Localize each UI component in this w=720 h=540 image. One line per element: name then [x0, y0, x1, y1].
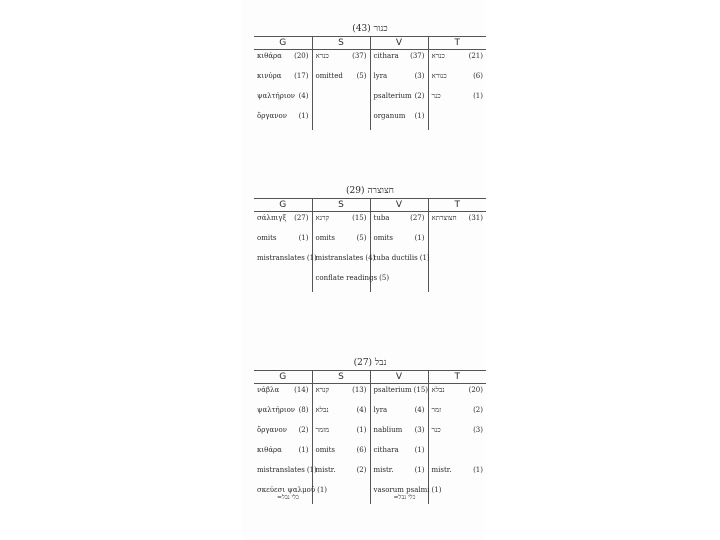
table-cell	[254, 484, 328, 504]
table-row	[254, 424, 486, 444]
table-cell	[428, 424, 486, 444]
cell-count: (5)	[356, 234, 367, 242]
cell-count: (1)	[414, 466, 425, 474]
table-cell	[254, 212, 312, 233]
cell-count: (1)	[356, 426, 367, 434]
cell-term: ὄργανον	[257, 112, 287, 120]
table-cell	[254, 404, 312, 424]
table-cell	[428, 464, 486, 484]
cell-count: (5)	[356, 72, 367, 80]
cell-count: (27)	[294, 214, 309, 222]
table-cell	[370, 90, 428, 110]
table-cell	[312, 50, 370, 71]
cell-count: (13)	[352, 386, 367, 394]
table-cell	[428, 404, 486, 424]
column-header: T	[428, 37, 486, 50]
table-row	[254, 232, 486, 252]
table-cell	[312, 252, 376, 272]
cell-term: mistr.	[431, 466, 452, 474]
cell-count: (8)	[298, 406, 309, 414]
cell-term: מזמר	[315, 426, 330, 434]
cell-count: (1)	[414, 112, 425, 120]
table-cell	[428, 444, 486, 464]
table-cell	[254, 464, 317, 484]
cell-term: קנרא	[315, 386, 330, 394]
cell-count: (4)	[298, 92, 309, 100]
table-cell	[312, 444, 370, 464]
column-header: T	[428, 371, 486, 384]
table-cell	[370, 404, 428, 424]
cell-count: (3)	[473, 426, 483, 434]
table-cell	[254, 252, 317, 272]
cell-count: (21)	[468, 52, 483, 60]
table-row	[254, 90, 486, 110]
table-row	[254, 212, 486, 233]
cell-count: (1)	[306, 466, 317, 474]
cell-count: (3)	[414, 426, 425, 434]
cell-term: כנורא	[431, 72, 447, 80]
cell-count: (1)	[414, 446, 425, 454]
table-cell	[370, 424, 428, 444]
table-cell	[428, 232, 486, 252]
cell-count: (6)	[473, 72, 483, 80]
cell-count: (31)	[468, 214, 483, 222]
table-cell	[312, 272, 390, 292]
cell-count: (1)	[473, 466, 483, 474]
cell-count: (1)	[431, 486, 442, 494]
table-title: כנור (43)	[352, 24, 388, 34]
cell-count: (15)	[352, 214, 367, 222]
cell-term: lyra	[373, 406, 388, 414]
cell-term: כנרא	[431, 52, 445, 60]
cell-term: cithara	[373, 446, 399, 454]
column-header: G	[254, 371, 312, 384]
table-nevel	[254, 356, 486, 504]
cell-count: (15)	[413, 386, 429, 394]
cell-term: ὄργανον	[257, 426, 287, 434]
cell-term: mistr.	[373, 466, 394, 474]
table-cell	[254, 384, 312, 405]
column-header: V	[370, 37, 428, 50]
table-row	[254, 464, 486, 484]
cell-term: כנר	[431, 426, 441, 434]
table-row	[254, 110, 486, 130]
table-cell	[312, 384, 370, 405]
cell-count: (6)	[356, 446, 367, 454]
table-kinnor	[254, 22, 486, 130]
table-cell	[312, 232, 370, 252]
table-cell	[428, 212, 486, 233]
cell-term: קרנא	[315, 214, 330, 222]
table-cell	[312, 424, 370, 444]
cell-count: (37)	[410, 52, 425, 60]
cell-term: cithara	[373, 52, 399, 60]
table-cell	[370, 484, 442, 504]
table-cell	[370, 110, 428, 130]
cell-term: conflate readings	[315, 274, 378, 282]
cell-count: (4)	[414, 406, 425, 414]
cell-term: mistranslates	[257, 466, 305, 474]
table-cell	[254, 272, 312, 292]
cell-term: ψαλτήριον	[257, 92, 296, 100]
cell-count: (1)	[419, 254, 430, 262]
cell-count: (3)	[414, 72, 425, 80]
cell-count: (20)	[468, 386, 483, 394]
table-cell	[370, 70, 428, 90]
cell-count: (27)	[410, 214, 425, 222]
cell-count: (1)	[298, 234, 309, 242]
table-row	[254, 252, 486, 272]
cell-term: κινύρα	[257, 72, 282, 80]
cell-term: organum	[373, 112, 406, 120]
cell-count: (2)	[414, 92, 425, 100]
column-header: S	[312, 199, 370, 212]
cell-term: σάλπιγξ	[257, 214, 287, 222]
table-row	[254, 484, 486, 504]
cell-count: (1)	[414, 234, 425, 242]
cell-term: חצוצרתא	[431, 214, 457, 222]
table-cell	[312, 404, 370, 424]
table-cell	[428, 252, 486, 272]
table-row	[254, 384, 486, 405]
table-cell	[312, 212, 370, 233]
cell-count: (1)	[317, 486, 328, 494]
table-cell	[254, 110, 312, 130]
table-row	[254, 50, 486, 71]
cell-count: (20)	[294, 52, 309, 60]
table-title: חצוצרה (29)	[346, 186, 394, 196]
column-header: G	[254, 37, 312, 50]
table-cell	[370, 444, 428, 464]
cell-term: omitted	[315, 72, 343, 80]
table-cell	[428, 70, 486, 90]
cell-count: (2)	[298, 426, 309, 434]
cell-note: =כלי נבל	[277, 494, 299, 501]
cell-term: נבלא	[431, 386, 445, 394]
cell-count: (14)	[294, 386, 309, 394]
column-header: V	[370, 371, 428, 384]
cell-term: κιθάρα	[257, 446, 282, 454]
table-cell	[312, 70, 370, 90]
cell-term: psalterium	[373, 92, 412, 100]
table-row	[254, 70, 486, 90]
table-cell	[254, 70, 312, 90]
table-cell	[254, 424, 312, 444]
cell-term: omits	[315, 234, 335, 242]
comparison-table	[254, 36, 486, 130]
cell-term: ψαλτήριον	[257, 406, 296, 414]
comparison-table	[254, 370, 486, 504]
column-header: G	[254, 199, 312, 212]
cell-term: tuba	[373, 214, 390, 222]
table-cell	[254, 232, 312, 252]
cell-term: νάβλα	[257, 386, 280, 394]
cell-term: nablium	[373, 426, 403, 434]
cell-term: mistranslates	[315, 254, 364, 262]
cell-count: (5)	[379, 274, 390, 282]
cell-count: (1)	[306, 254, 317, 262]
table-title: נבל (27)	[353, 358, 387, 368]
table-cell	[254, 50, 312, 71]
table-cell	[428, 50, 486, 71]
cell-term: mistr.	[315, 466, 336, 474]
cell-count: (4)	[365, 254, 376, 262]
cell-count: (1)	[298, 446, 309, 454]
table-hatsotsrah	[254, 184, 486, 292]
table-cell	[312, 110, 370, 130]
cell-term: mistranslates	[257, 254, 305, 262]
cell-count: (1)	[298, 112, 309, 120]
cell-term: κιθάρα	[257, 52, 282, 60]
cell-term: נבלא	[315, 406, 329, 414]
table-cell	[370, 252, 428, 272]
table-cell	[312, 464, 370, 484]
cell-term: omits	[257, 234, 277, 242]
cell-count: (17)	[294, 72, 309, 80]
cell-note: =כלי נבל	[393, 494, 416, 501]
cell-term: σκεύεσι ψαλμοῦ	[257, 486, 316, 494]
column-header: V	[370, 199, 428, 212]
table-cell	[254, 444, 312, 464]
table-cell	[428, 272, 486, 292]
table-cell	[428, 110, 486, 130]
table-row	[254, 272, 486, 292]
table-cell	[428, 90, 486, 110]
cell-count: (2)	[356, 466, 367, 474]
table-row	[254, 404, 486, 424]
table-cell	[312, 90, 370, 110]
table-cell	[370, 384, 428, 405]
cell-count: (4)	[356, 406, 367, 414]
column-header: S	[312, 37, 370, 50]
cell-term: כנרא	[315, 52, 329, 60]
table-cell	[370, 232, 428, 252]
column-header: S	[312, 371, 370, 384]
table-row	[254, 444, 486, 464]
column-header: T	[428, 199, 486, 212]
cell-count: (1)	[473, 92, 483, 100]
cell-term: זמר	[431, 406, 442, 414]
cell-term: psalterium	[373, 386, 412, 394]
cell-term: omits	[373, 234, 393, 242]
cell-term: vasorum psalmi	[373, 486, 430, 494]
cell-term: omits	[315, 446, 335, 454]
cell-term: tuba ductilis	[373, 254, 418, 262]
comparison-table	[254, 198, 486, 292]
table-cell	[370, 464, 428, 484]
cell-term: כנר	[431, 92, 441, 100]
table-cell	[370, 212, 428, 233]
cell-count: (2)	[473, 406, 483, 414]
table-cell	[254, 90, 312, 110]
table-cell	[370, 50, 428, 71]
cell-count: (37)	[352, 52, 367, 60]
table-cell	[428, 384, 486, 405]
cell-term: lyra	[373, 72, 388, 80]
